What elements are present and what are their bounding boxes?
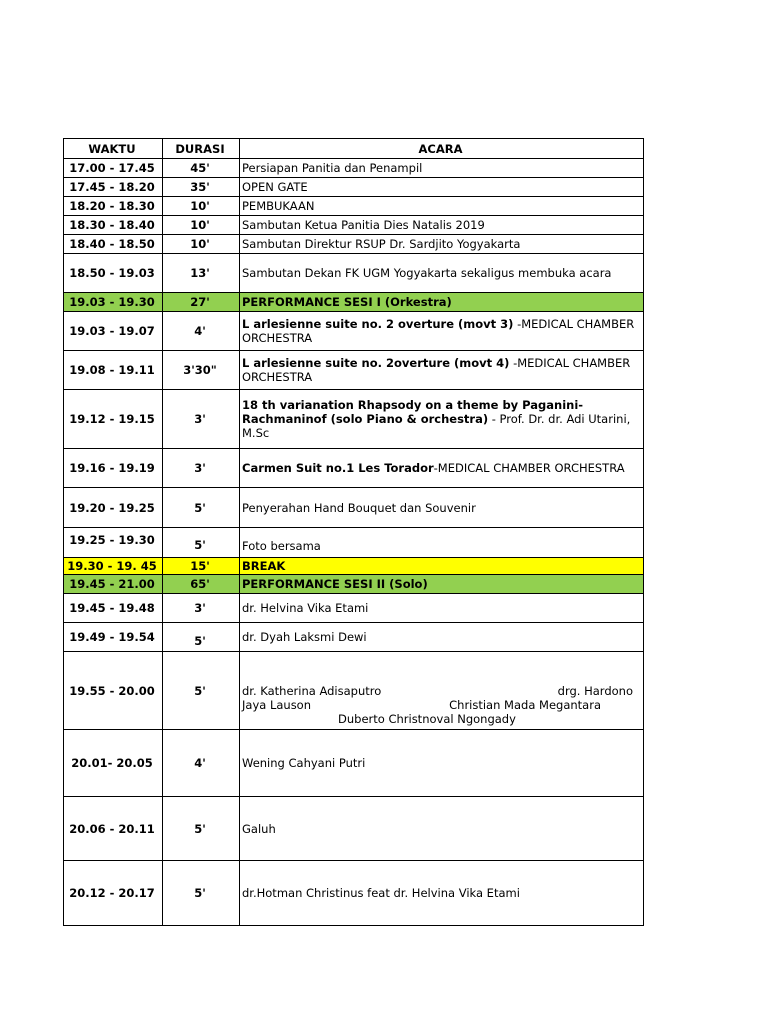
- table-row: [64, 390, 644, 449]
- time-cell: 19.03 - 19.30: [64, 293, 163, 312]
- time-cell: 20.06 - 20.11: [64, 797, 163, 861]
- time-cell: 18.40 - 18.50: [64, 235, 163, 254]
- piece-title: L arlesienne suite no. 2 overture (movt 3): [242, 317, 514, 331]
- time-cell: 19.20 - 19.25: [64, 488, 163, 528]
- event-cell: Wening Cahyani Putri: [240, 730, 644, 797]
- time-cell: 20.12 - 20.17: [64, 861, 163, 926]
- event-cell: BREAK: [240, 558, 644, 575]
- duration-cell: 5': [163, 861, 240, 926]
- time-cell: 19.25 - 19.30: [64, 528, 163, 558]
- event-cell: [240, 652, 644, 730]
- duration-cell: 4': [163, 730, 240, 797]
- duration-cell: 15': [163, 558, 240, 575]
- time-cell: 19.03 - 19.07: [64, 312, 163, 351]
- event-cell: [240, 312, 644, 351]
- session-row: [64, 575, 644, 594]
- event-cell: Persiapan Panitia dan Penampil: [240, 159, 644, 178]
- duration-cell: 5': [163, 797, 240, 861]
- time-cell: 19.55 - 20.00: [64, 652, 163, 730]
- performer: -MEDICAL CHAMBER ORCHESTRA: [242, 317, 635, 345]
- duration-cell: 27': [163, 293, 240, 312]
- table-row: [64, 488, 644, 528]
- duration-cell: 5': [163, 652, 240, 730]
- header-event: ACARA: [240, 139, 644, 159]
- header-row: [64, 139, 644, 159]
- duration-cell: 13': [163, 254, 240, 293]
- time-cell: 19.16 - 19.19: [64, 449, 163, 488]
- table-row: [64, 652, 644, 730]
- performer: - Prof. Dr. dr. Adi Utarini, M.Sc: [242, 412, 631, 440]
- event-cell: Sambutan Ketua Panitia Dies Natalis 2019: [240, 216, 644, 235]
- performer: -MEDICAL CHAMBER ORCHESTRA: [433, 461, 625, 475]
- time-cell: 20.01- 20.05: [64, 730, 163, 797]
- event-cell: Galuh: [240, 797, 644, 861]
- event-cell: PEMBUKAAN: [240, 197, 644, 216]
- duration-cell: 65': [163, 575, 240, 594]
- table-row: [64, 797, 644, 861]
- performer: Christian Mada Megantara: [449, 698, 601, 712]
- duration-cell: 5': [163, 623, 240, 652]
- table-row: [64, 197, 644, 216]
- piece-title: L arlesienne suite no. 2overture (movt 4): [242, 356, 510, 370]
- break-row: [64, 558, 644, 575]
- duration-cell: 10': [163, 197, 240, 216]
- table-row: [64, 594, 644, 623]
- event-cell: OPEN GATE: [240, 178, 644, 197]
- table-row: [64, 254, 644, 293]
- performer: dr. Katherina Adisaputro: [242, 684, 382, 698]
- duration-cell: 3': [163, 390, 240, 449]
- schedule-table: [63, 138, 644, 926]
- duration-cell: 3': [163, 594, 240, 623]
- event-cell: dr. Helvina Vika Etami: [240, 594, 644, 623]
- time-cell: 19.49 - 19.54: [64, 623, 163, 652]
- time-cell: 19.08 - 19.11: [64, 351, 163, 390]
- performer-line: [242, 684, 639, 698]
- event-cell: dr.Hotman Christinus feat dr. Helvina Vika Etami: [240, 861, 644, 926]
- time-cell: 19.45 - 21.00: [64, 575, 163, 594]
- event-cell: Penyerahan Hand Bouquet dan Souvenir: [240, 488, 644, 528]
- event-cell: [240, 449, 644, 488]
- time-cell: 18.30 - 18.40: [64, 216, 163, 235]
- table-row: [64, 528, 644, 558]
- table-row: [64, 351, 644, 390]
- event-cell: Sambutan Direktur RSUP Dr. Sardjito Yogyakarta: [240, 235, 644, 254]
- table-row: [64, 159, 644, 178]
- event-cell: [240, 351, 644, 390]
- event-cell: [240, 390, 644, 449]
- table-row: [64, 861, 644, 926]
- event-cell: Foto bersama: [240, 528, 644, 558]
- performer-line: [242, 698, 639, 712]
- duration-cell: 3'30": [163, 351, 240, 390]
- event-cell: PERFORMANCE SESI I (Orkestra): [240, 293, 644, 312]
- performer-line: [242, 712, 639, 726]
- performer: Jaya Lauson: [242, 698, 312, 712]
- time-cell: 18.50 - 19.03: [64, 254, 163, 293]
- duration-cell: 5': [163, 528, 240, 558]
- table-row: [64, 623, 644, 652]
- table-row: [64, 216, 644, 235]
- table-row: [64, 312, 644, 351]
- event-cell: Sambutan Dekan FK UGM Yogyakarta sekaligus membuka acara: [240, 254, 644, 293]
- time-cell: 19.30 - 19. 45: [64, 558, 163, 575]
- time-cell: 18.20 - 18.30: [64, 197, 163, 216]
- duration-cell: 3': [163, 449, 240, 488]
- duration-cell: 10': [163, 216, 240, 235]
- duration-cell: 45': [163, 159, 240, 178]
- event-cell: dr. Dyah Laksmi Dewi: [240, 623, 644, 652]
- duration-cell: 10': [163, 235, 240, 254]
- header-duration: DURASI: [163, 139, 240, 159]
- table-row: [64, 178, 644, 197]
- duration-cell: 35': [163, 178, 240, 197]
- time-cell: 17.00 - 17.45: [64, 159, 163, 178]
- header-time: WAKTU: [64, 139, 163, 159]
- performer: Duberto Christnoval Ngongady: [338, 712, 516, 726]
- session-row: [64, 293, 644, 312]
- event-cell: PERFORMANCE SESI II (Solo): [240, 575, 644, 594]
- table-row: [64, 449, 644, 488]
- time-cell: 19.45 - 19.48: [64, 594, 163, 623]
- piece-title: 18 th varianation Rhapsody on a theme by Paganini-Rachmaninof (solo Piano & orchestra): [242, 398, 584, 426]
- time-cell: 19.12 - 19.15: [64, 390, 163, 449]
- duration-cell: 5': [163, 488, 240, 528]
- duration-cell: 4': [163, 312, 240, 351]
- piece-title: Carmen Suit no.1 Les Torador: [242, 461, 434, 475]
- performer: drg. Hardono: [557, 684, 633, 698]
- table-row: [64, 235, 644, 254]
- table-row: [64, 730, 644, 797]
- performer: -MEDICAL CHAMBER ORCHESTRA: [242, 356, 631, 384]
- time-cell: 17.45 - 18.20: [64, 178, 163, 197]
